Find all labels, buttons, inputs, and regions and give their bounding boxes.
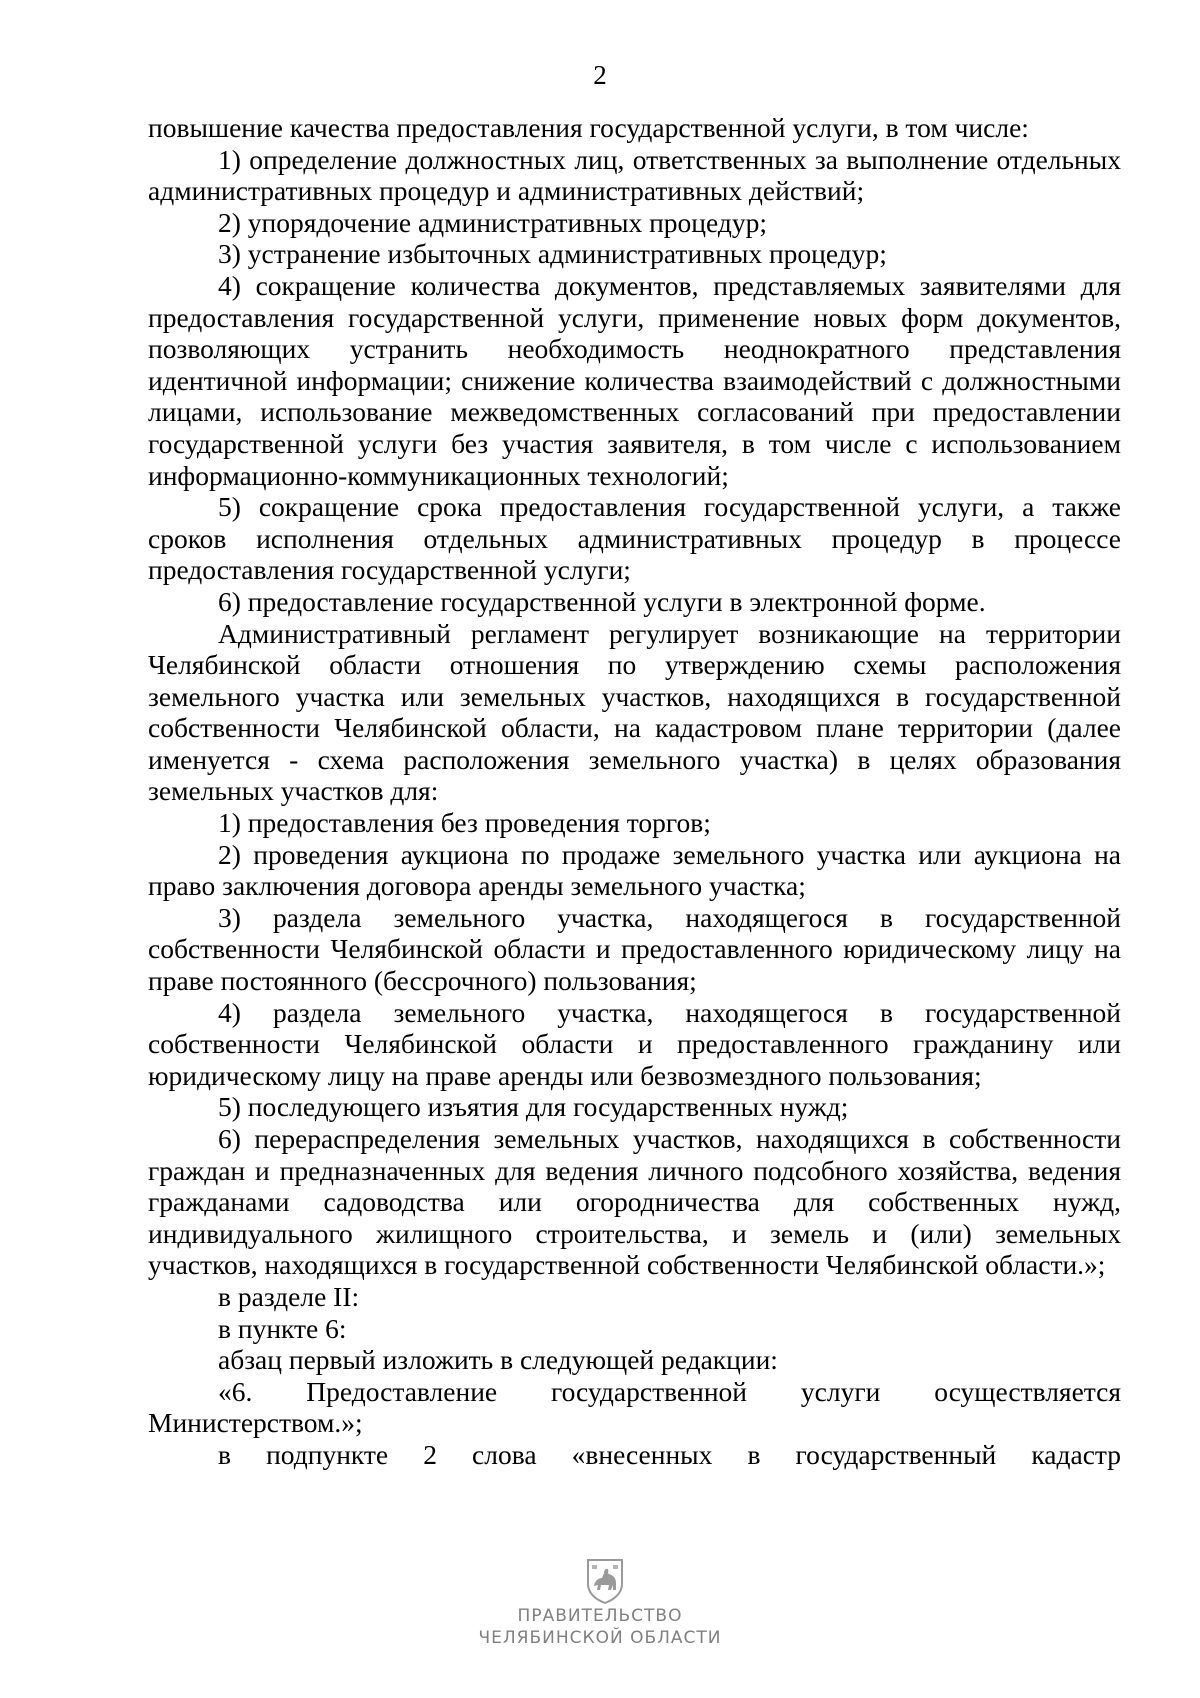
paragraph: в пункте 6: [218,1312,347,1344]
paragraph: 3) раздела земельного участка, находящегося в государственной собственности Челябинской области и предоставленного юридическому лицу на праве постоянного (бессрочного) пользования; [148,901,1121,997]
paragraph: 4) раздела земельного участка, находящегося в государственной собственности Челябинской области и предоставленного гражданину или юридическому лицу на праве аренды или безвозмездного пользования; [148,996,1121,1091]
organization-name-line2: ЧЕЛЯБИНСКОЙ ОБЛАСТИ [478,1628,722,1648]
page-number: 2 [593,60,607,90]
paragraph: в подпункте 2 слова «внесенных в государственный кадастр [218,1438,1121,1470]
paragraph: 2) проведения аукциона по продаже земельного участка или аукциона на право заключения договора аренды земельного участка; [148,838,1121,902]
paragraph: 6) предоставление государственной услуги в электронной форме. [218,585,986,617]
paragraph: «6. Предоставление государственной услуги осуществляется Министерством.»; [148,1375,1121,1439]
paragraph: повышение качества предоставления государственной услуги, в том числе: [148,112,1029,143]
paragraph: 4) сокращение количества документов, представляемых заявителями для предоставления государственной услуги, применение новых форм документов, позволяющих устранить необходимость неоднократного представления идентичной информации; снижение количества взаимодействий с должностными лицами, использование межведомственных согласований при предоставлении государственной услуги без участия заявителя, в том числе с использованием информационно-коммуникационных технологий; [148,269,1121,491]
paragraph: 5) последующего изъятия для государственных нужд; [218,1091,849,1123]
organization-name-line1: ПРАВИТЕЛЬСТВО [517,1606,683,1626]
paragraph: в разделе II: [218,1280,360,1312]
paragraph: 6) перераспределения земельных участков, находящихся в собственности граждан и предназначенных для ведения личного подсобного хозяйства, ведения гражданами садоводства или огородничества для собственных нужд, индивидуального жилищного строительства, и земель и (или) земельных участков, находящихся в государственной собственности Челябинской области.»; [148,1123,1121,1281]
paragraph: 3) устранение избыточных административных процедур; [218,238,887,270]
paragraph: Административный регламент регулирует возникающие на территории Челябинской области отношения по утверждению схемы расположения земельного участка или земельных участков, находящихся в государственной собственности Челябинской области, на кадастровом плане территории (далее именуется - схема расположения земельного участка) в целях образования земельных участков для: [148,617,1121,807]
document-body [148,112,1121,1471]
paragraph: 2) упорядочение административных процедур; [218,206,767,238]
paragraph: 5) сокращение срока предоставления государственной услуги, а также сроков исполнения отдельных административных процедур в процессе предоставления государственной услуги; [148,491,1121,586]
paragraph: 1) определение должностных лиц, ответственных за выполнение отдельных административных процедур и административных действий; [148,143,1121,207]
paragraph: 1) предоставления без проведения торгов; [218,807,711,839]
chelyabinsk-coat-of-arms-icon [585,1556,625,1604]
paragraph: абзац первый изложить в следующей редакции: [218,1344,778,1376]
